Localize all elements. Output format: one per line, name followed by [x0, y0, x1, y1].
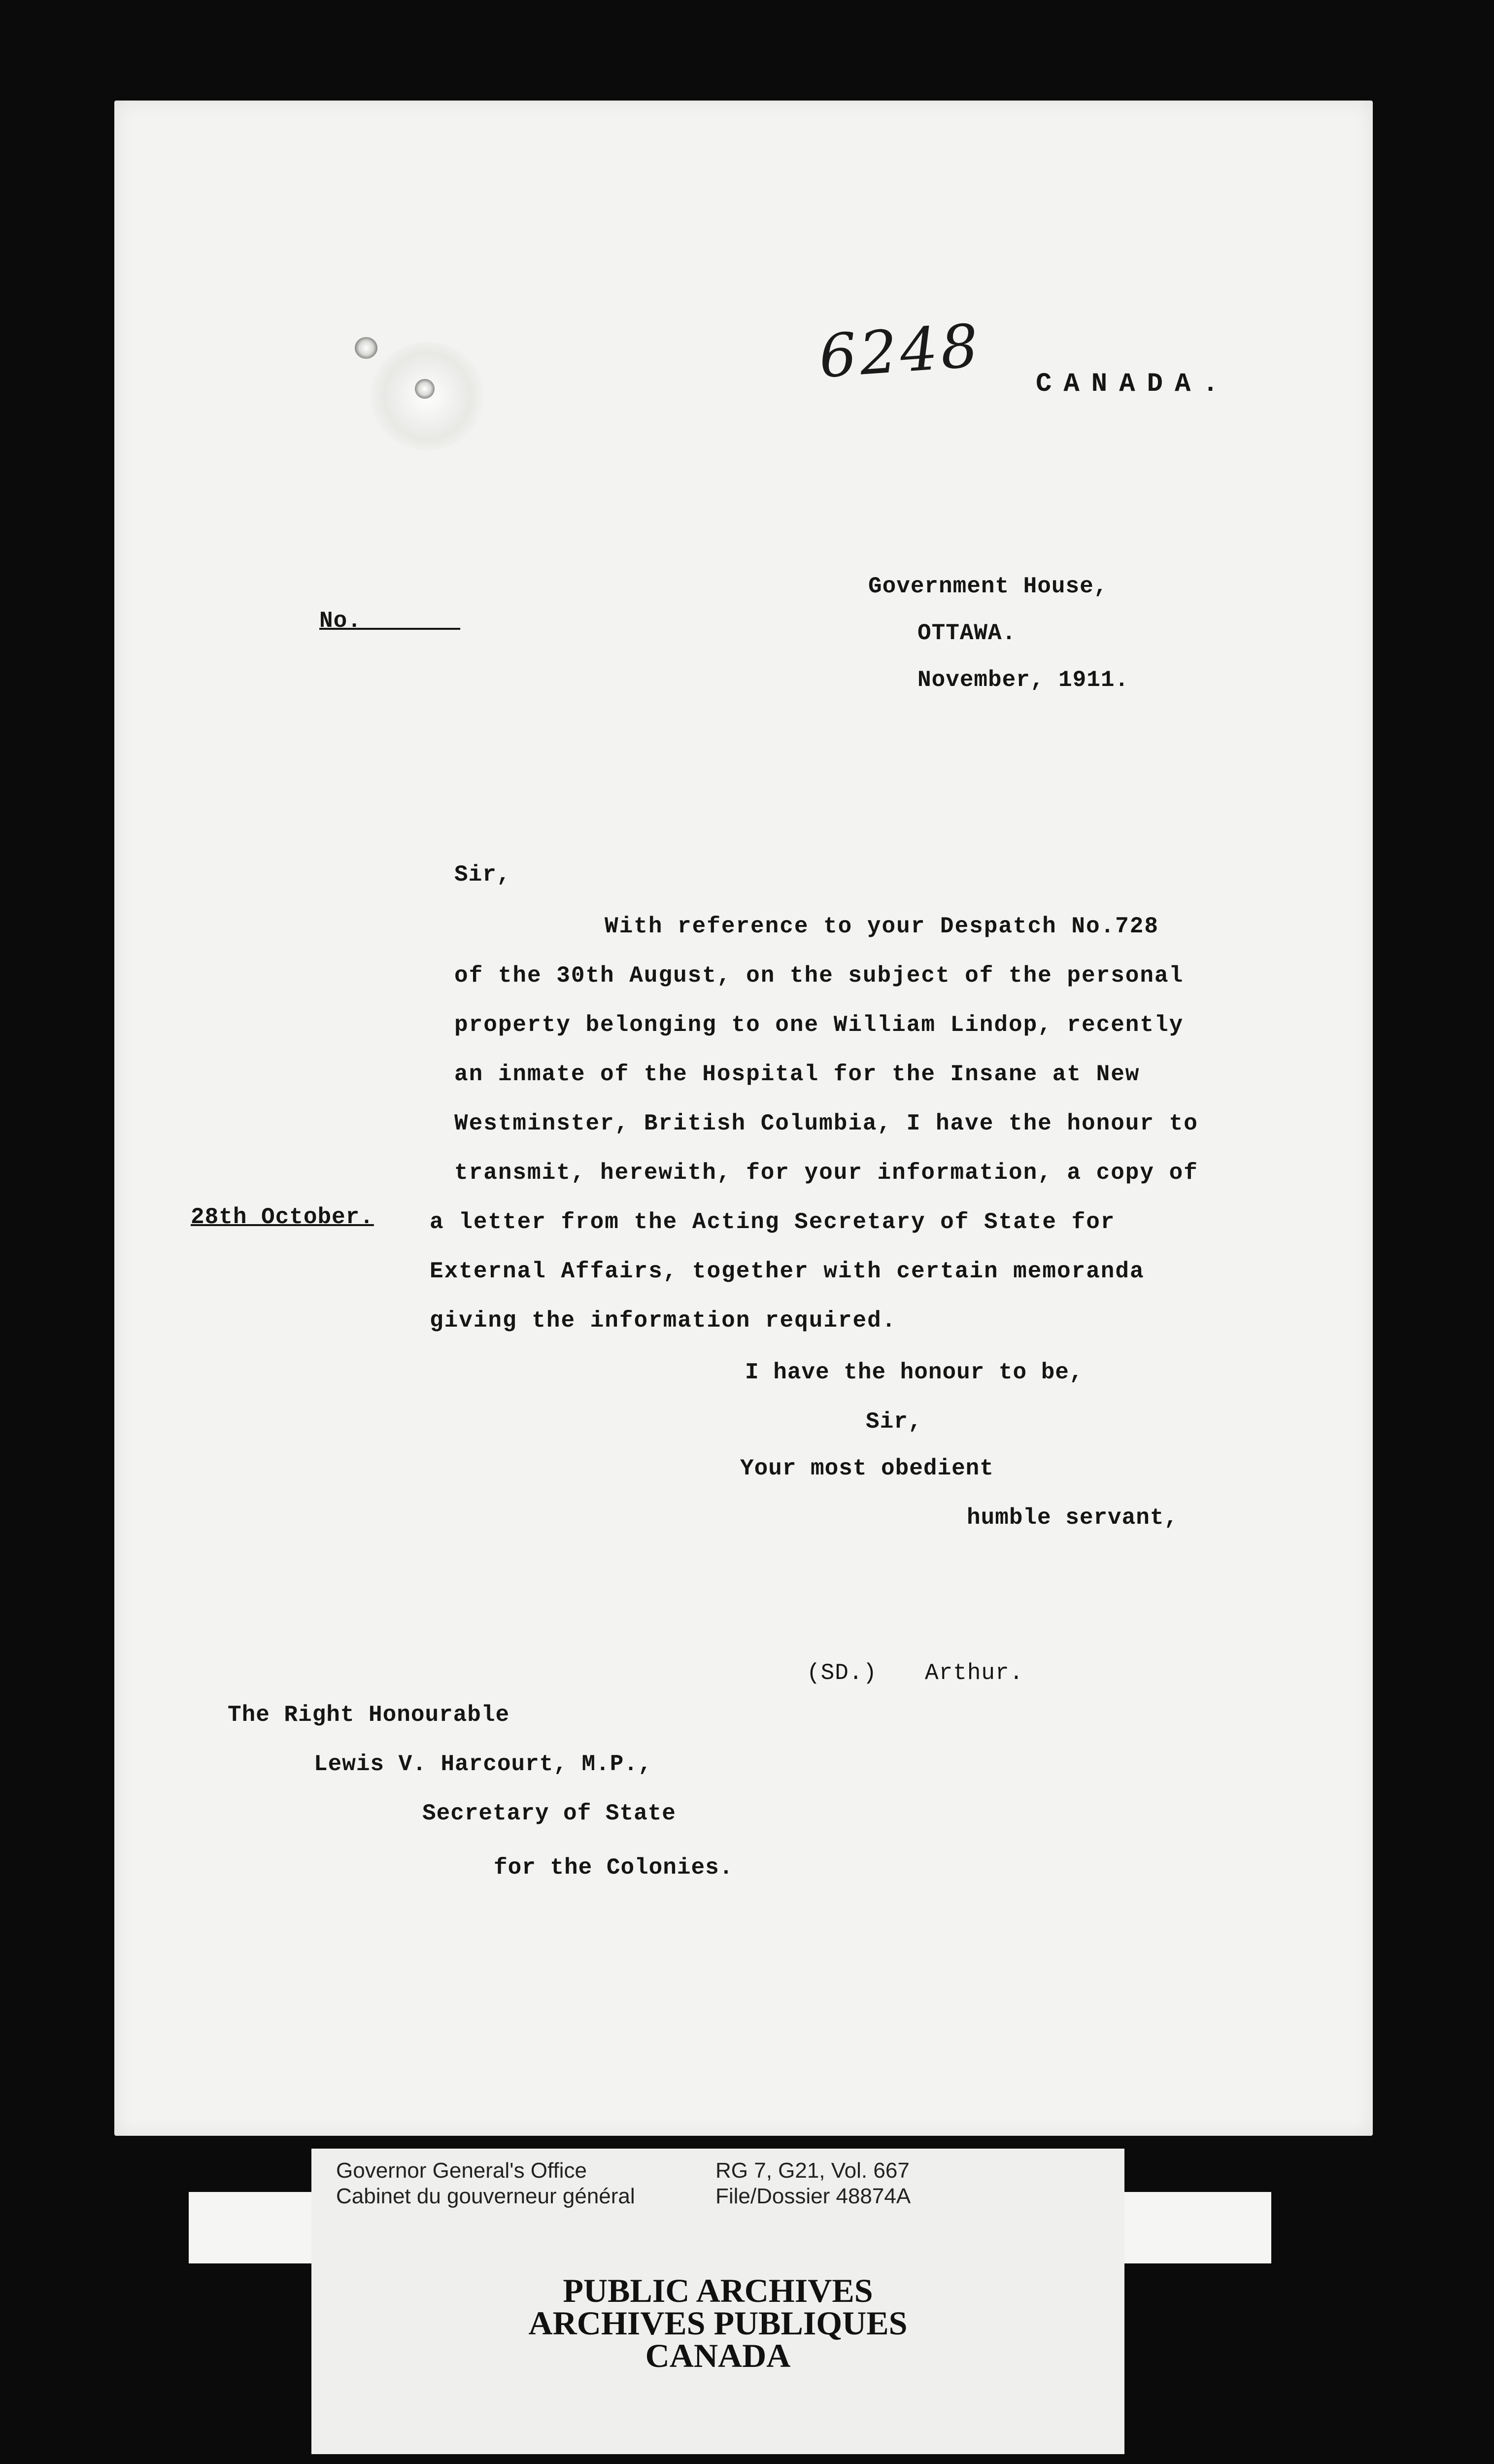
- archive-tab-right: [1099, 2192, 1271, 2263]
- archive-reference: RG 7, G21, Vol. 667: [715, 2158, 910, 2183]
- body-line: With reference to your Despatch No.728: [605, 914, 1159, 939]
- archive-title-country: CANADA: [645, 2337, 791, 2374]
- signature-mark: (SD.): [807, 1660, 878, 1686]
- body-line: property belonging to one William Lindop, recently: [454, 1012, 1184, 1038]
- archive-label: [311, 2149, 1124, 2454]
- body-line: of the 30th August, on the subject of the personal: [454, 963, 1184, 989]
- body-line: an inmate of the Hospital for the Insane at New: [454, 1061, 1140, 1087]
- country-heading: CANADA.: [1036, 369, 1230, 399]
- body-line: Westminster, British Columbia, I have the honour to: [454, 1111, 1198, 1136]
- archive-title-fr: ARCHIVES PUBLIQUES: [528, 2304, 908, 2342]
- closing-line-2: Sir,: [866, 1409, 922, 1435]
- despatch-number-label: No._______: [319, 608, 461, 634]
- address-line-2: OTTAWA.: [917, 620, 1017, 646]
- body-line: External Affairs, together with certain memoranda: [430, 1259, 1145, 1284]
- body-line: giving the information required.: [430, 1308, 897, 1334]
- letter-page: [114, 101, 1373, 2136]
- addressee-line-4: for the Colonies.: [494, 1855, 734, 1881]
- archive-office-fr: Cabinet du gouverneur général: [336, 2184, 635, 2208]
- closing-line-4: humble servant,: [967, 1505, 1179, 1531]
- punch-hole: [415, 379, 435, 399]
- addressee-line-1: The Right Honourable: [228, 1702, 510, 1728]
- punch-hole: [355, 337, 377, 359]
- archive-file-number: File/Dossier 48874A: [715, 2184, 911, 2208]
- closing-line-1: I have the honour to be,: [745, 1360, 1084, 1385]
- date-line: November, 1911.: [917, 667, 1129, 693]
- body-line: a letter from the Acting Secretary of State for: [430, 1209, 1116, 1235]
- margin-date-note: 28th October.: [191, 1204, 374, 1230]
- addressee-line-3: Secretary of State: [422, 1801, 676, 1826]
- archive-office-en: Governor General's Office: [336, 2158, 587, 2183]
- closing-line-3: Your most obedient: [740, 1456, 994, 1481]
- signature-name: Arthur.: [925, 1660, 1024, 1686]
- address-line-1: Government House,: [868, 574, 1108, 599]
- addressee-line-2: Lewis V. Harcourt, M.P.,: [314, 1751, 652, 1777]
- body-line: transmit, herewith, for your information, a copy of: [454, 1160, 1198, 1186]
- archive-title-en: PUBLIC ARCHIVES: [563, 2272, 873, 2309]
- handwritten-file-number: 6248: [816, 311, 984, 392]
- salutation: Sir,: [454, 862, 511, 888]
